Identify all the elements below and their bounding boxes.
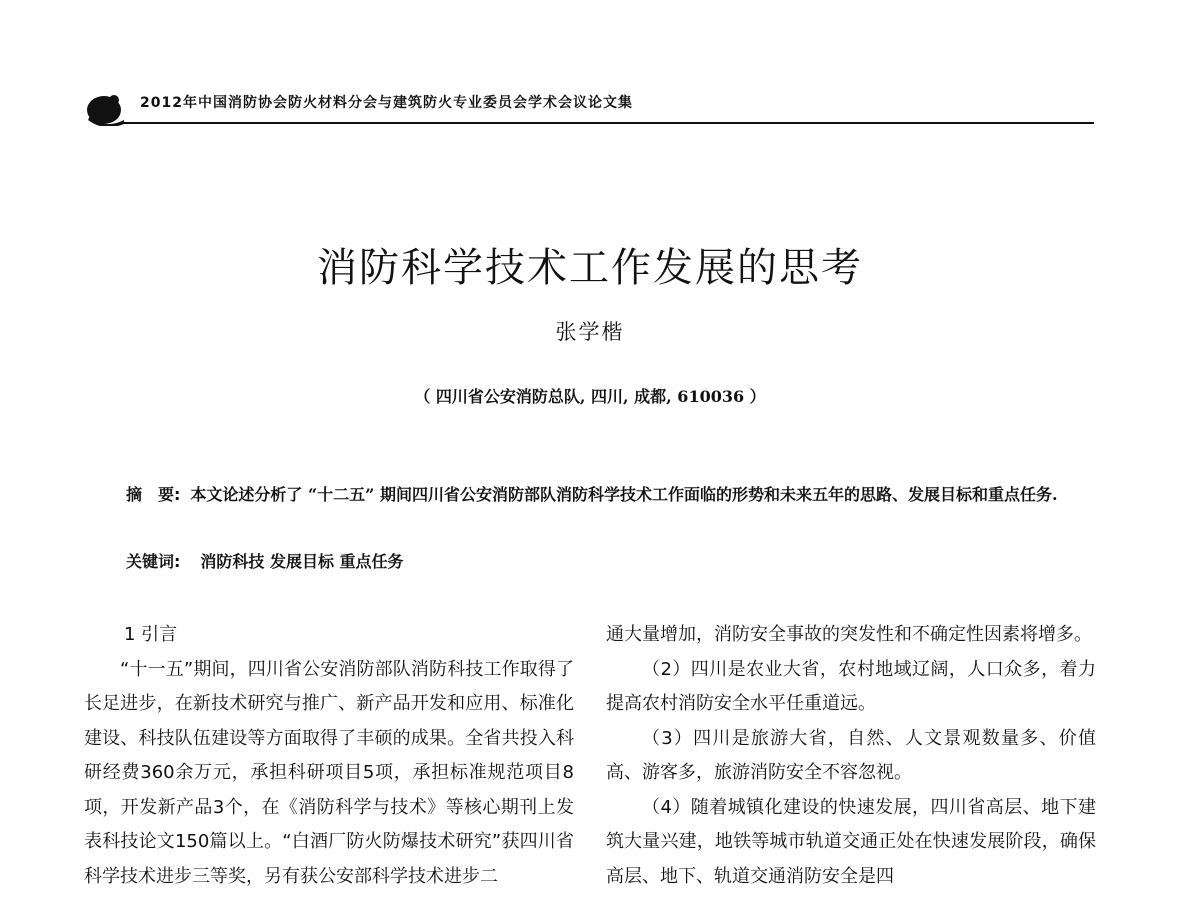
body-column-right [606, 618, 1096, 894]
running-header [84, 86, 1094, 126]
author-name: 张学楷 [555, 320, 625, 344]
keywords-text: 消防科技 发展目标 重点任务 [200, 552, 404, 571]
keywords [126, 549, 404, 572]
paper-title: 消防科学技术工作发展的思考 [317, 245, 863, 291]
keywords-label: 关键词: [126, 552, 181, 571]
header-rule [124, 122, 1094, 124]
running-title: 2012年中国消防协会防火材料分会与建筑防火专业委员会学术会议论文集 [140, 95, 633, 111]
section-heading: 1 引言 [124, 624, 178, 645]
body-paragraph: （4）随着城镇化建设的快速发展，四川省高层、地下建筑大量兴建，地铁等城市轨道交通正处在快速发展阶段，确保高层、地下、轨道交通消防安全是四 [606, 796, 1096, 887]
abstract-text: 本文论述分析了 “十二五” 期间四川省公安消防部队消防科学技术工作面临的形势和未来五年的思路、发展目标和重点任务. [190, 485, 1058, 504]
body-paragraph: 通大量增加，消防安全事故的突发性和不确定性因素将增多。 [606, 624, 1092, 645]
body-column-left [84, 618, 574, 894]
publisher-logo-icon [84, 90, 128, 126]
body-paragraph: （3）四川是旅游大省，自然、人文景观数量多、价值高、游客多，旅游消防安全不容忽视。 [606, 727, 1096, 783]
body-paragraph: “十一五”期间，四川省公安消防部队消防科技工作取得了长足进步，在新技术研究与推广、新产品开发和应用、标准化建设、科技队伍建设等方面取得了丰硕的成果。全省共投入科研经费360余万元，承担科研项目5项，承担标准规范项目8项，开发新产品3个，在《消防科学与技术》等核心期刊上发表科技论文150篇以上。“白酒厂防火防爆技术研究”获四川省科学技术进步三等奖，另有获公安部科学技术进步二 [84, 658, 574, 887]
author-affiliation: （ 四川省公安消防总队, 四川, 成都, 610036 ） [414, 387, 766, 406]
body-paragraph: （2）四川是农业大省，农村地域辽阔，人口众多，着力提高农村消防安全水平任重道远。 [606, 658, 1096, 714]
abstract [84, 478, 1094, 511]
abstract-label: 摘 要: [126, 485, 181, 504]
